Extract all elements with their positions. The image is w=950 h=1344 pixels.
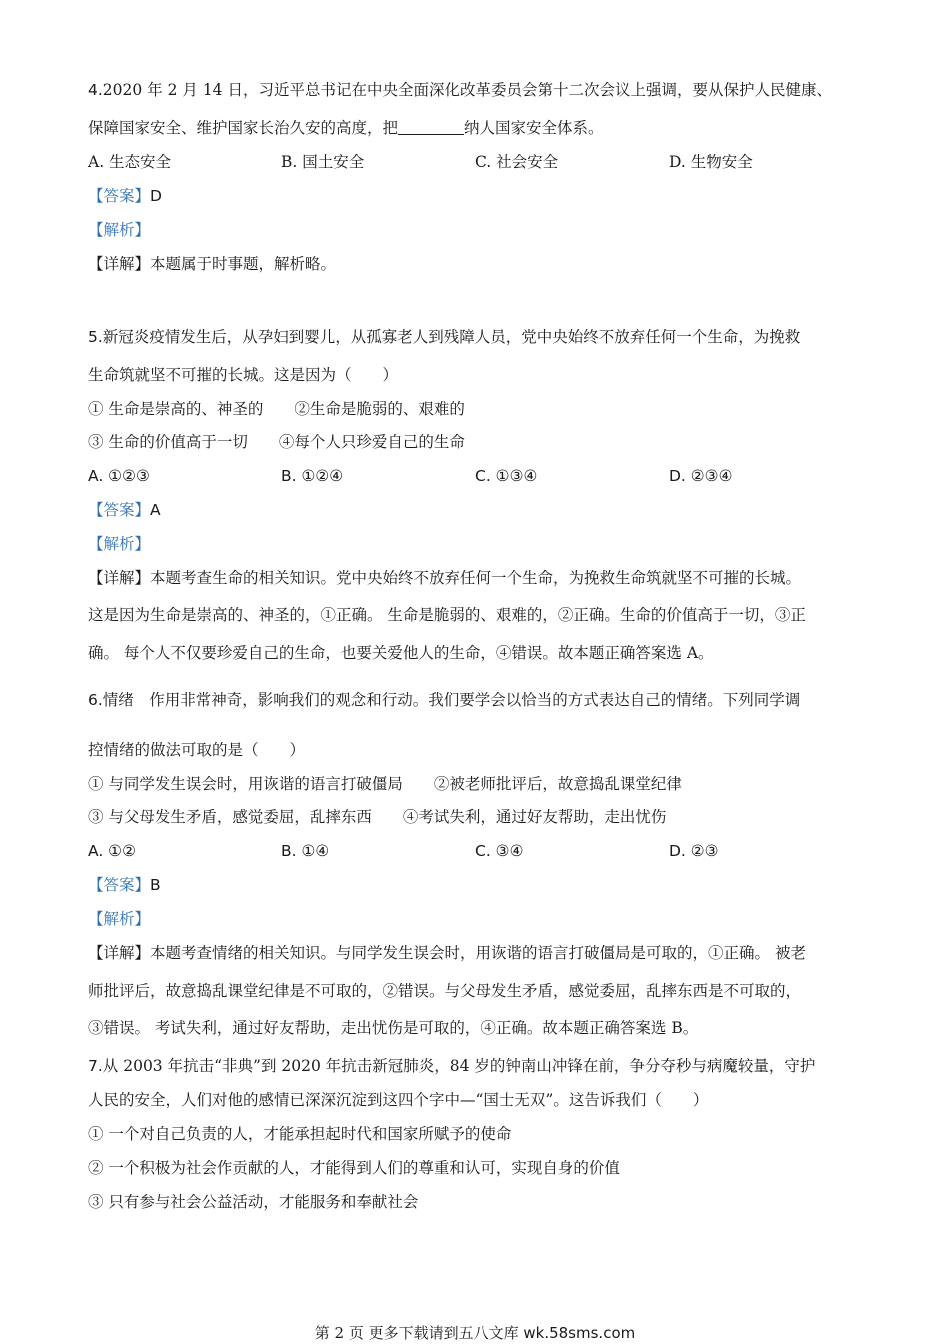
q6-number: 6. xyxy=(88,691,103,709)
q7-item-line2: ② 一个积极为社会作贡献的人，才能得到人们的尊重和认可，实现自身的价值 xyxy=(88,1159,620,1177)
q5-detail-line2: 这是因为生命是崇高的、神圣的，①正确。 生命是脆弱的、艰难的，②正确。生命的价值高于一切，③正 xyxy=(88,606,806,624)
q7-number: 7. xyxy=(88,1057,103,1075)
q4-option-c: C. 社会安全 xyxy=(475,153,559,171)
q4-answer: 【答案】D xyxy=(88,187,162,205)
q7-item-line3: ③ 只有参与社会公益活动，才能服务和奉献社会 xyxy=(88,1193,419,1211)
q5-analysis-tag: 【解析】 xyxy=(88,535,151,553)
q5-item-line2: ③ 生命的价值高于一切 ④每个人只珍爱自己的生命 xyxy=(88,433,465,451)
q5-options xyxy=(88,466,868,486)
q5-number: 5. xyxy=(88,328,103,346)
q6-option-a: A. ①② xyxy=(88,842,136,860)
q5-answer: 【答案】A xyxy=(88,501,161,519)
q7-stem-line1: 7.从 2003 年抗击“非典”到 2020 年抗击新冠肺炎，84 岁的钟南山冲锋在前，争分夺秒与病魔较量，守护 xyxy=(88,1057,816,1075)
q6-option-c: C. ③④ xyxy=(475,842,524,860)
q5-stem-line1: 5.新冠炎疫情发生后，从孕妇到婴儿，从孤寡老人到残障人员，党中央始终不放弃任何一个生命，为挽救 xyxy=(88,328,801,346)
q5-option-b: B. ①②④ xyxy=(281,467,344,485)
q7-item-line1: ① 一个对自己负责的人，才能承担起时代和国家所赋予的使命 xyxy=(88,1125,512,1143)
q6-analysis-tag: 【解析】 xyxy=(88,910,151,928)
q5-option-c: C. ①③④ xyxy=(475,467,538,485)
q6-option-d: D. ②③ xyxy=(669,842,719,860)
q6-item-line2: ③ 与父母发生矛盾，感觉委屈，乱摔东西 ④考试失利，通过好友帮助，走出忧伤 xyxy=(88,808,667,826)
q5-item-line1: ① 生命是崇高的、神圣的 ②生命是脆弱的、艰难的 xyxy=(88,400,465,418)
q6-stem-line2: 控情绪的做法可取的是（ ） xyxy=(88,741,306,759)
q5-detail-line3: 确。 每个人不仅要珍爱自己的生命，也要关爱他人的生命，④错误。故本题正确答案选 A。 xyxy=(88,644,714,662)
q5-option-a: A. ①②③ xyxy=(88,467,150,485)
footer-link[interactable]: wk.58sms.com xyxy=(523,1324,636,1342)
q6-stem-line1: 6.情绪 作用非常神奇，影响我们的观念和行动。我们要学会以恰当的方式表达自己的情绪。下列同学调 xyxy=(88,691,801,709)
q4-option-b: B. 国土安全 xyxy=(281,153,365,171)
q4-option-d: D. 生物安全 xyxy=(669,153,753,171)
q4-analysis-tag: 【解析】 xyxy=(88,221,151,239)
q4-stem-line2: 保障国家安全、维护国家长治久安的高度，把 纳人国家安全体系。 xyxy=(88,119,604,137)
answer-blank xyxy=(398,120,464,135)
q6-answer: 【答案】B xyxy=(88,876,161,894)
q4-stem-line1: 4.2020 年 2 月 14 日，习近平总书记在中央全面深化改革委员会第十二次会议上强调，要从保护人民健康、 xyxy=(88,81,832,99)
q7-stem-line2: 人民的安全，人们对他的感情已深深沉淀到这四个字中—“国士无双”。这告诉我们（ ） xyxy=(88,1091,709,1109)
q6-option-b: B. ①④ xyxy=(281,842,330,860)
q5-detail-line1: 【详解】本题考查生命的相关知识。党中央始终不放弃任何一个生命，为挽救生命筑就坚不可摧的长城。 xyxy=(88,569,802,587)
q6-options xyxy=(88,841,868,861)
q4-detail: 【详解】本题属于时事题，解析略。 xyxy=(88,255,337,273)
q5-stem-line2: 生命筑就坚不可摧的长城。这是因为（ ） xyxy=(88,366,399,384)
q4-option-a: A. 生态安全 xyxy=(88,153,172,171)
page-footer: 第 2 页 更多下载请到五八文库 wk.58sms.com xyxy=(314,1324,636,1342)
q5-option-d: D. ②③④ xyxy=(669,467,733,485)
q6-detail-line1: 【详解】本题考查情绪的相关知识。与同学发生误会时，用诙谐的语言打破僵局是可取的，①正确。 被老 xyxy=(88,944,806,962)
q4-options xyxy=(88,152,868,172)
q6-detail-line2: 师批评后，故意捣乱课堂纪律是不可取的，②错误。与父母发生矛盾，感觉委屈，乱摔东西是不可取的， xyxy=(88,982,802,1000)
q6-detail-line3: ③错误。 考试失利，通过好友帮助，走出忧伤是可取的，④正确。故本题正确答案选 B。 xyxy=(88,1019,699,1037)
q6-item-line1: ① 与同学发生误会时，用诙谐的语言打破僵局 ②被老师批评后，故意捣乱课堂纪律 xyxy=(88,775,682,793)
q4-number: 4. xyxy=(88,81,103,99)
